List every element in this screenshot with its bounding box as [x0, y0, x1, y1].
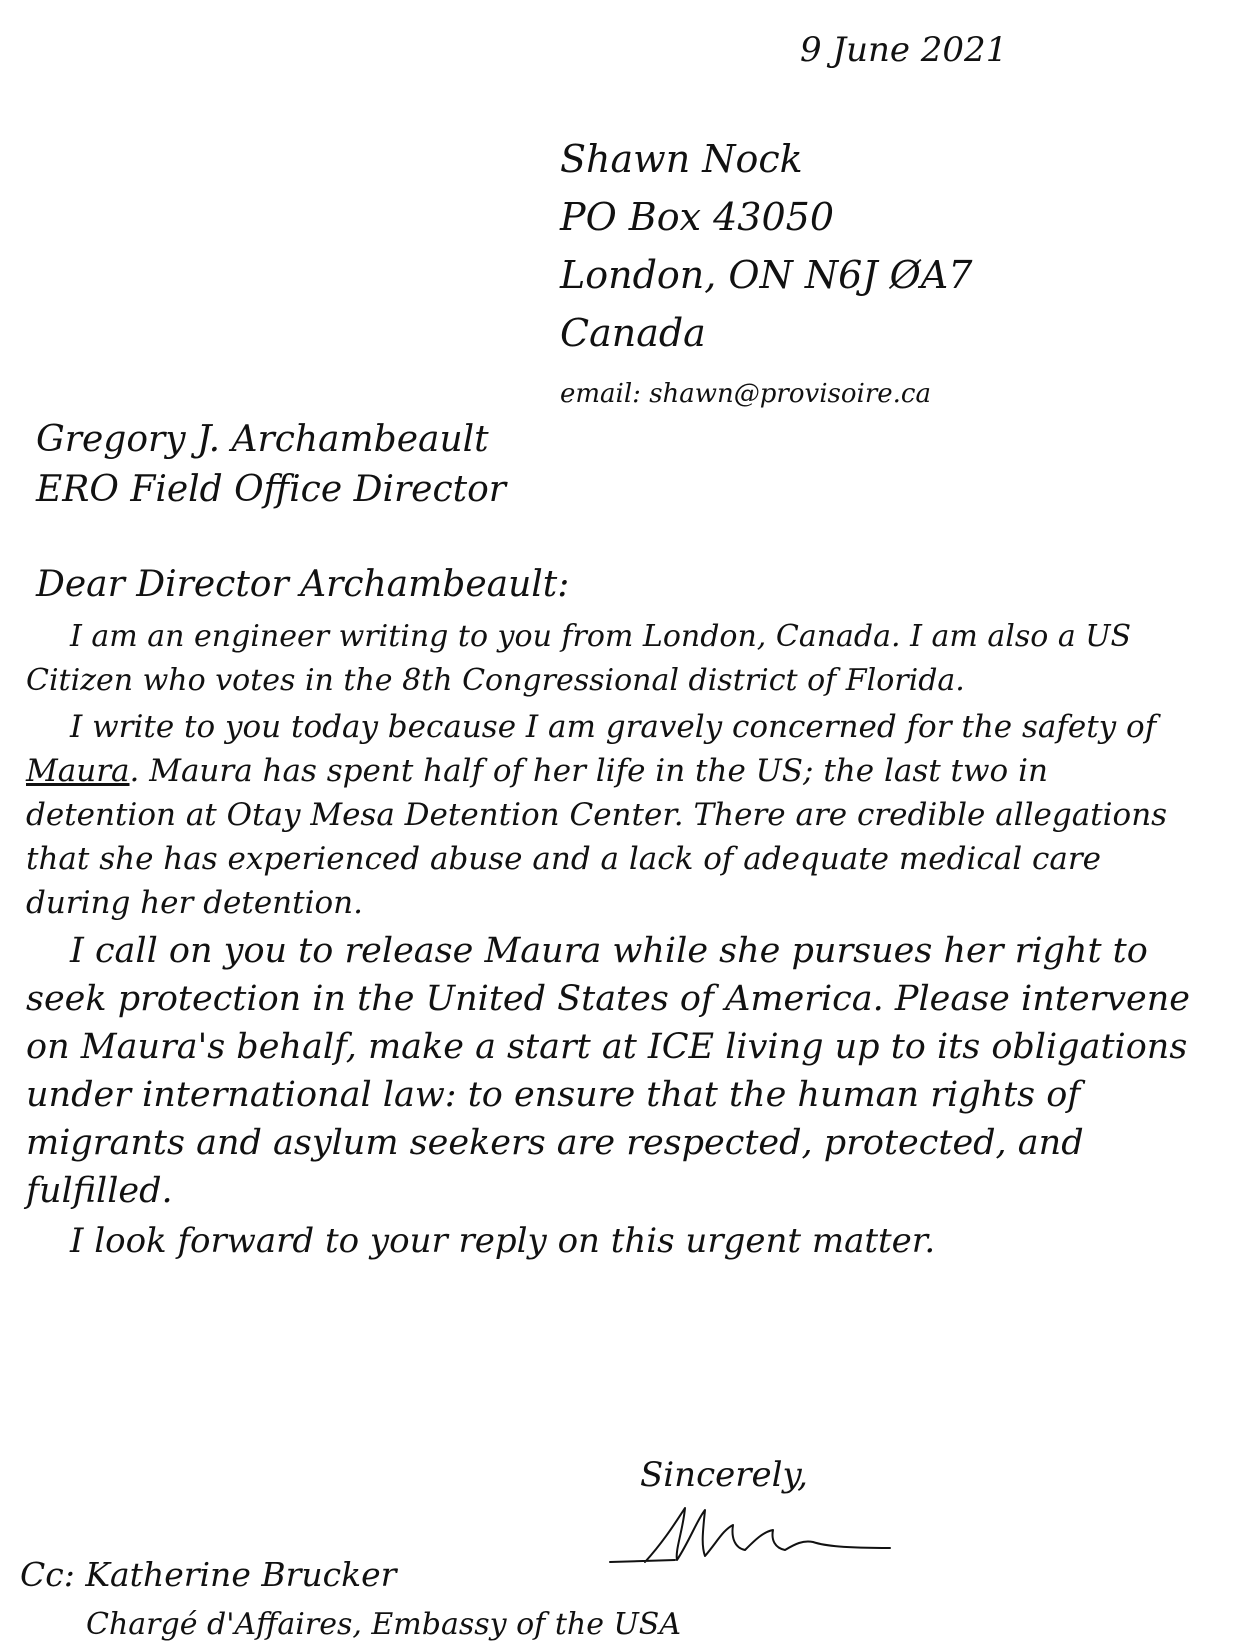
letter-date: 9 June 2021	[800, 30, 1008, 70]
body-paragraph-4: I look forward to your reply on this urgent matter.	[70, 1221, 936, 1261]
body-paragraph-1: I am an engineer writing to you from London, Canada. I am also a US Citizen who votes in the 8th Congressional district of Florida.	[26, 619, 1132, 698]
sender-address-line1: PO Box 43050	[560, 195, 834, 239]
letter-body	[26, 615, 1206, 1265]
body-paragraph-2-end: . Maura has spent half of her life in the US; the last two in detention at Otay Mesa Detention Center. There are credible allegations that she has experienced abuse and a lack of adequate medical care during her detention.	[26, 753, 1168, 921]
sender-country: Canada	[560, 311, 706, 355]
detainee-name: Maura	[26, 753, 130, 789]
sender-email: shawn@provisoire.ca	[649, 379, 931, 409]
recipient-title: ERO Field Office Director	[36, 469, 506, 510]
cc-line1	[20, 1550, 681, 1600]
sender-address-line2: London, ON N6J ØA7	[560, 253, 973, 297]
sender-email-label: email:	[560, 379, 641, 409]
recipient-block	[36, 415, 506, 515]
cc-name: Katherine Brucker	[85, 1555, 397, 1594]
cc-label: Cc:	[20, 1555, 75, 1594]
closing: Sincerely,	[640, 1455, 808, 1495]
sender-block	[560, 130, 972, 426]
cc-block	[20, 1550, 681, 1650]
body-paragraph-3: I call on you to release Maura while she pursues her right to seek protection in the United States of America. Please intervene on Maura's behalf, make a start at ICE living up to its obligations under international law: to ensure that the human rights of migrants and asylum seekers are respected, protected, and fulfilled.	[26, 931, 1191, 1211]
body-paragraph-2	[26, 705, 1206, 925]
cc-title: Chargé d'Affaires, Embassy of the USA	[86, 1607, 681, 1642]
salutation: Dear Director Archambeault:	[36, 564, 570, 605]
body-paragraph-2-start: I write to you today because I am gravely concerned for the safety of	[70, 709, 1157, 745]
recipient-name: Gregory J. Archambeault	[36, 419, 489, 460]
sender-name: Shawn Nock	[560, 137, 803, 181]
sender-email-line	[560, 362, 972, 426]
